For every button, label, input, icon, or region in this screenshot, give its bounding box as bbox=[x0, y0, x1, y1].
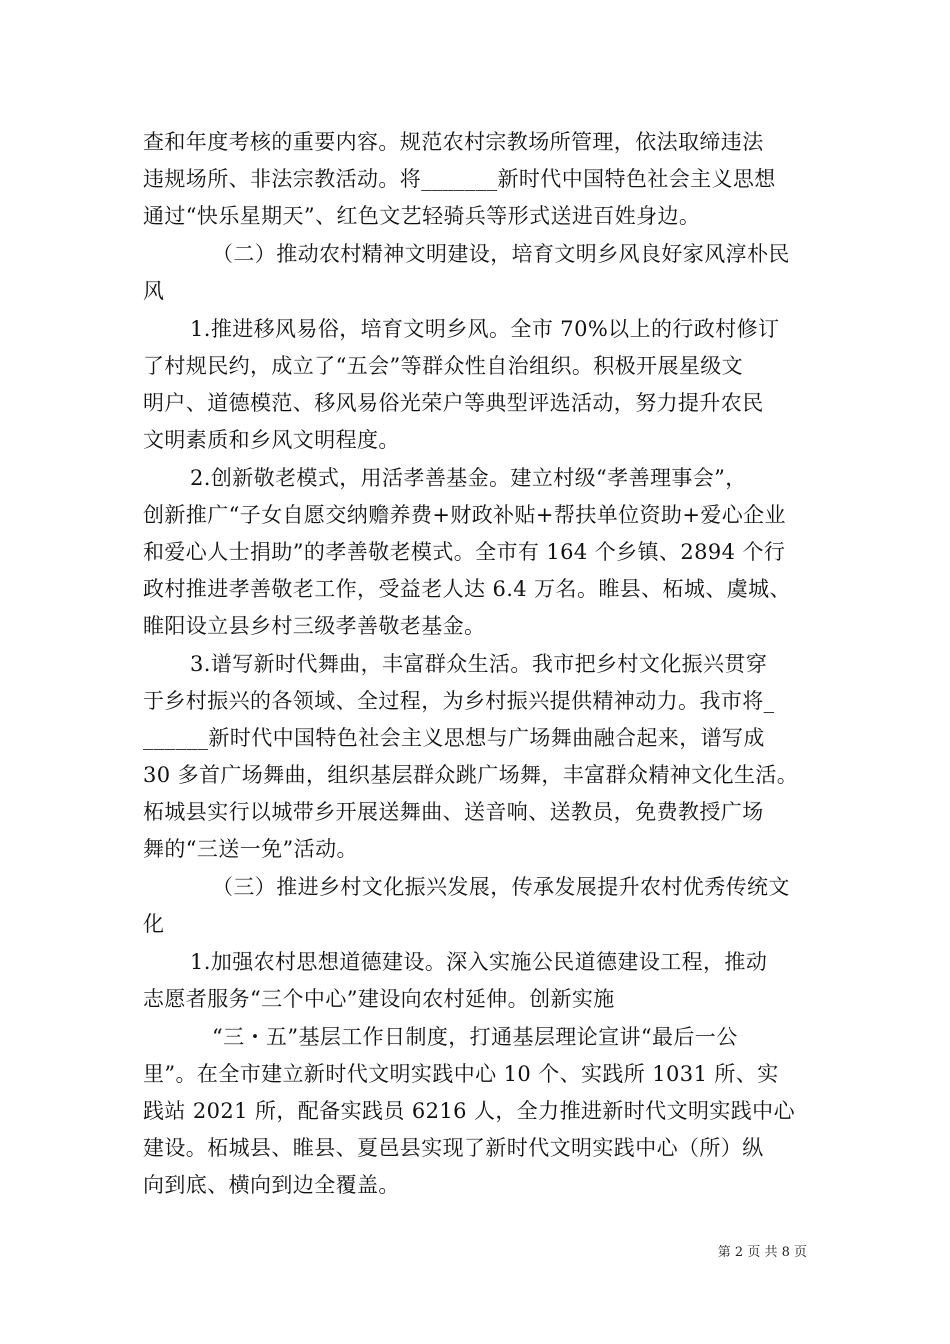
text-line: 了村规民约，成立了“五会”等群众性自治组织。积极开展星级文 bbox=[143, 354, 744, 378]
text-line: 向到底、横向到边全覆盖。 bbox=[143, 1173, 400, 1197]
text-line: 睢阳设立县乡村三级孝善敬老基金。 bbox=[143, 614, 486, 638]
text-line: 明户、道德模范、移风易俗光荣户等典型评选活动，努力提升农民 bbox=[143, 391, 764, 415]
section-heading: （二）推动农村精神文明建设，培育文明乡风良好家风淳朴民 bbox=[212, 242, 790, 266]
text-line: 2.创新敬老模式，用活孝善基金。建立村级“孝善理事会”， bbox=[190, 466, 747, 490]
text-line: 30 多首广场舞曲，组织基层群众跳广场舞，丰富群众精神文化生活。 bbox=[143, 763, 799, 787]
text-line: 文明素质和乡风文明程度。 bbox=[143, 428, 400, 452]
section-heading: 风 bbox=[143, 279, 165, 303]
text-line: 建设。柘城县、睢县、夏邑县实现了新时代文明实践中心（所）纵 bbox=[143, 1136, 764, 1160]
text-line: 查和年度考核的重要内容。规范农村宗教场所管理，依法取缔违法 bbox=[143, 130, 764, 154]
text-line: 于乡村振兴的各领域、全过程，为乡村振兴提供精神动力。我市将_ bbox=[143, 689, 775, 713]
text-line: 里”。在全市建立新时代文明实践中心 10 个、实践所 1031 所、实 bbox=[143, 1062, 779, 1086]
section-heading: 化 bbox=[143, 912, 165, 936]
text-line: 1.推进移风易俗，培育文明乡风。全市 70%以上的行政村修订 bbox=[190, 317, 780, 341]
text-line: “三・五”基层工作日制度，打通基层理论宣讲“最后一公 bbox=[212, 1025, 738, 1049]
text-line: 创新推广“子女自愿交纳赡养费+财政补贴+帮扶单位资助+爱心企业 bbox=[143, 503, 786, 527]
section-heading: （三）推进乡村文化振兴发展，传承发展提升农村优秀传统文 bbox=[212, 875, 790, 899]
text-line: 违规场所、非法宗教活动。将_______新时代中国特色社会主义思想 bbox=[143, 167, 776, 191]
text-line: 柘城县实行以城带乡开展送舞曲、送音响、送教员，免费教授广场 bbox=[143, 800, 764, 824]
text-line: 志愿者服务“三个中心”建设向农村延伸。创新实施 bbox=[143, 987, 615, 1011]
text-line: 1.加强农村思想道德建设。深入实施公民道德建设工程，推动 bbox=[190, 950, 768, 974]
text-line: 和爱心人士捐助”的孝善敬老模式。全市有 164 个乡镇、2894 个行 bbox=[143, 540, 786, 564]
text-line: 践站 2021 所，配备实践员 6216 人，全力推进新时代文明实践中心 bbox=[143, 1099, 795, 1123]
text-line: 通过“快乐星期天”、红色文艺轻骑兵等形式送进百姓身边。 bbox=[143, 204, 701, 228]
text-line: 3.谱写新时代舞曲，丰富群众生活。我市把乡村文化振兴贯穿 bbox=[190, 652, 768, 676]
text-line: ______新时代中国特色社会主义思想与广场舞曲融合起来，谱写成 bbox=[143, 726, 765, 750]
text-line: 舞的“三送一免”活动。 bbox=[143, 837, 358, 861]
page-number: 第 2 页 共 8 页 bbox=[717, 1245, 807, 1260]
text-line: 政村推进孝善敬老工作，受益老人达 6.4 万名。睢县、柘城、虞城、 bbox=[143, 577, 791, 601]
